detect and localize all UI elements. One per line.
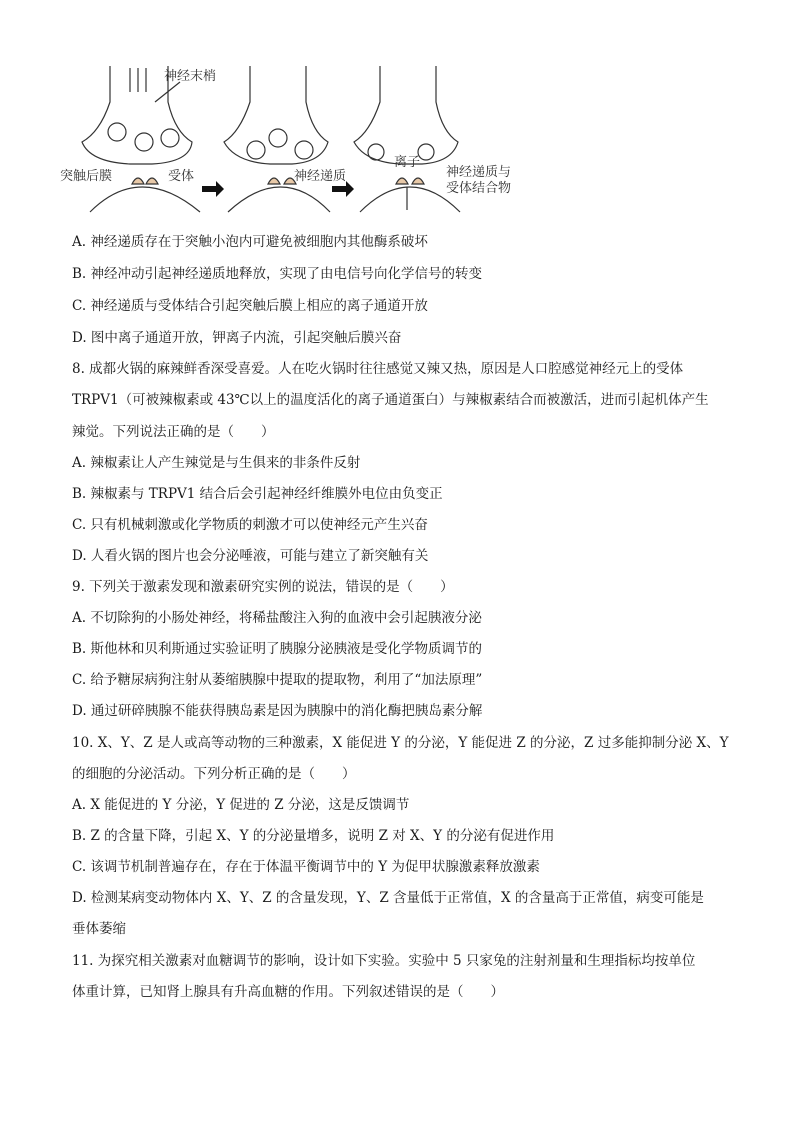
text-line: A. 不切除狗的小肠处神经，将稀盐酸注入狗的血液中会引起胰液分泌	[72, 610, 482, 626]
text-line: 体重计算，已知肾上腺具有升高血糖的作用。下列叙述错误的是（ ）	[72, 984, 504, 1000]
text-line: C. 该调节机制普遍存在，存在于体温平衡调节中的 Y 为促甲状腺激素释放激素	[72, 859, 540, 875]
text-line: 8. 成都火锅的麻辣鲜香深受喜爱。人在吃火锅时往往感觉又辣又热，原因是人口腔感觉神经元上的受体	[72, 361, 684, 377]
arrow-1	[202, 181, 224, 197]
text-line: 垂体萎缩	[72, 921, 126, 937]
synapse-diagram	[60, 62, 540, 220]
text-line: B. 斯他林和贝利斯通过实验证明了胰腺分泌胰液是受化学物质调节的	[72, 641, 483, 657]
text-line: C. 只有机械刺激或化学物质的刺激才可以使神经元产生兴奋	[72, 517, 428, 533]
text-line: 10. X、Y、Z 是人或高等动物的三种激素，X 能促进 Y 的分泌，Y 能促进 Z 的分泌，Z 过多能抑制分泌 X、Y	[72, 735, 729, 751]
text-line: 9. 下列关于激素发现和激素研究实例的说法，错误的是（ ）	[72, 579, 454, 595]
label-nerve-ending: 神经末梢	[164, 69, 217, 84]
text-line: B. 神经冲动引起神经递质地释放，实现了由电信号向化学信号的转变	[72, 266, 483, 282]
text-line: A. X 能促进的 Y 分泌，Y 促进的 Z 分泌，这是反馈调节	[72, 797, 410, 813]
panel-3	[354, 66, 460, 212]
panel-1	[82, 66, 200, 212]
label-bound-2: 受体结合物	[446, 181, 512, 196]
label-transmitter: 神经递质	[294, 169, 347, 184]
text-line: TRPV1（可被辣椒素或 43℃以上的温度活化的离子通道蛋白）与辣椒素结合而被激活，进而引起机体产生	[72, 392, 709, 408]
synapse-diagram-svg	[60, 62, 540, 220]
text-line: D. 通过研碎胰腺不能获得胰岛素是因为胰腺中的消化酶把胰岛素分解	[72, 703, 483, 719]
text-line: C. 神经递质与受体结合引起突触后膜上相应的离子通道开放	[72, 298, 428, 314]
panel-2	[224, 66, 330, 212]
text-line: D. 图中离子通道开放，钾离子内流，引起突触后膜兴奋	[72, 330, 402, 346]
text-line: 的细胞的分泌活动。下列分析正确的是（ ）	[72, 766, 356, 782]
text-line: D. 人看火锅的图片也会分泌唾液，可能与建立了新突触有关	[72, 548, 429, 564]
label-receptor: 受体	[168, 169, 195, 184]
text-line: A. 辣椒素让人产生辣觉是与生俱来的非条件反射	[72, 455, 361, 471]
text-line: D. 检测某病变动物体内 X、Y、Z 的含量发现，Y、Z 含量低于正常值，X 的含量高于正常值，病变可能是	[72, 890, 704, 906]
text-line: A. 神经递质存在于突触小泡内可避免被细胞内其他酶系破坏	[72, 234, 428, 250]
text-line: C. 给予糖尿病狗注射从萎缩胰腺中提取的提取物，利用了“加法原理”	[72, 672, 483, 688]
label-bound-1: 神经递质与	[446, 165, 512, 180]
text-line: B. Z 的含量下降，引起 X、Y 的分泌量增多，说明 Z 对 X、Y 的分泌有促进作用	[72, 828, 555, 844]
text-line: 11. 为探究相关激素对血糖调节的影响，设计如下实验。实验中 5 只家兔的注射剂量和生理指标均按单位	[72, 953, 696, 969]
label-ion: 离子	[394, 155, 421, 170]
text-line: B. 辣椒素与 TRPV1 结合后会引起神经纤维膜外电位由负变正	[72, 486, 443, 502]
label-postsynaptic: 突触后膜	[60, 169, 113, 184]
text-line: 辣觉。下列说法正确的是（ ）	[72, 424, 275, 440]
